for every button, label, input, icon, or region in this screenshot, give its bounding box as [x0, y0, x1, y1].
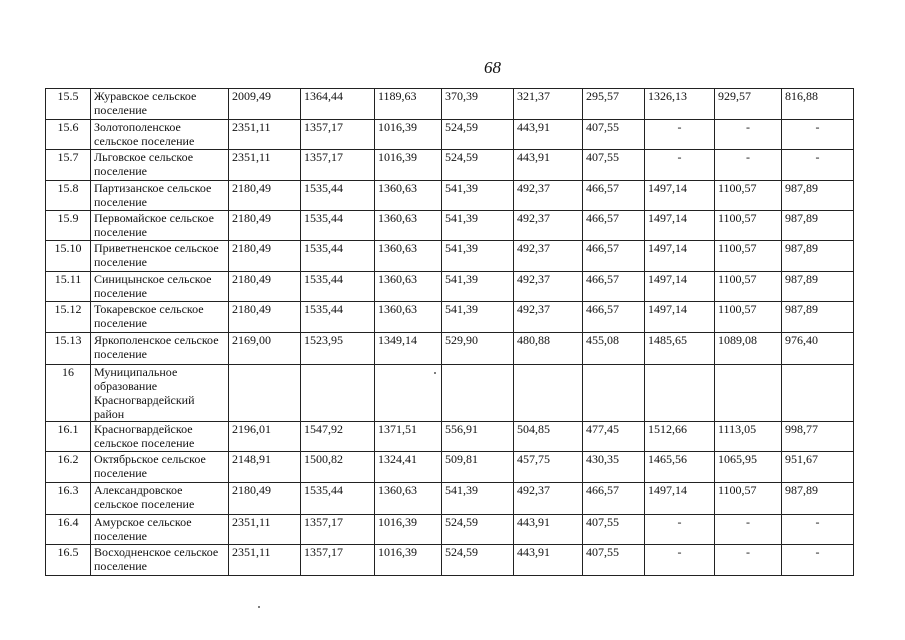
value-cell-4: 541,39 — [442, 483, 514, 514]
tariff-table — [45, 88, 854, 576]
value-cell-4: 509,81 — [442, 452, 514, 483]
row-number: 16.4 — [46, 514, 91, 544]
row-number: 15.9 — [46, 210, 91, 240]
value-cell-2: 1357,17 — [301, 514, 375, 544]
value-cell-2: 1547,92 — [301, 421, 375, 451]
value-cell-9: 987,89 — [782, 210, 854, 240]
value-cell-9: 987,89 — [782, 180, 854, 210]
value-cell-6: 430,35 — [583, 452, 645, 483]
value-cell-2: 1535,44 — [301, 180, 375, 210]
value-cell-6: 407,55 — [583, 544, 645, 575]
value-cell-6: 407,55 — [583, 120, 645, 150]
value-cell-8: 1100,57 — [715, 272, 782, 302]
value-cell-6: 295,57 — [583, 89, 645, 120]
settlement-name: Льговское сельское поселение — [91, 150, 229, 180]
table-row — [46, 483, 854, 514]
value-cell-1: 2351,11 — [229, 544, 301, 575]
value-cell-2 — [301, 364, 375, 421]
value-cell-3: 1189,63 — [375, 89, 442, 120]
value-cell-3: 1360,63 — [375, 180, 442, 210]
value-cell-5: 492,37 — [514, 302, 583, 333]
value-cell-5: 492,37 — [514, 210, 583, 240]
value-cell-2: 1500,82 — [301, 452, 375, 483]
value-cell-5: 492,37 — [514, 272, 583, 302]
value-cell-3: 1324,41 — [375, 452, 442, 483]
value-cell-1: 2351,11 — [229, 120, 301, 150]
value-cell-4: 541,39 — [442, 210, 514, 240]
value-cell-6: 407,55 — [583, 514, 645, 544]
value-cell-3: 1016,39 — [375, 150, 442, 180]
value-cell-8: 1100,57 — [715, 180, 782, 210]
value-cell-7: - — [645, 150, 715, 180]
value-cell-4: 541,39 — [442, 302, 514, 333]
value-cell-5: 480,88 — [514, 333, 583, 364]
value-cell-9: - — [782, 514, 854, 544]
table-row — [46, 514, 854, 544]
settlement-name: Журавское сельское поселение — [91, 89, 229, 120]
table-row — [46, 272, 854, 302]
row-number: 15.5 — [46, 89, 91, 120]
value-cell-6: 466,57 — [583, 240, 645, 271]
value-cell-3: 1016,39 — [375, 120, 442, 150]
table-row — [46, 120, 854, 150]
value-cell-9: 987,89 — [782, 240, 854, 271]
settlement-name: Александровское сельское поселение — [91, 483, 229, 514]
value-cell-5: 321,37 — [514, 89, 583, 120]
value-cell-5: 492,37 — [514, 240, 583, 271]
value-cell-2: 1535,44 — [301, 272, 375, 302]
value-cell-5: 492,37 — [514, 483, 583, 514]
value-cell-8: 1113,05 — [715, 421, 782, 451]
value-cell-7: 1512,66 — [645, 421, 715, 451]
value-cell-9: 998,77 — [782, 421, 854, 451]
value-cell-9: - — [782, 120, 854, 150]
value-cell-4: 524,59 — [442, 514, 514, 544]
table-row — [46, 452, 854, 483]
table-row — [46, 89, 854, 120]
value-cell-6: 466,57 — [583, 302, 645, 333]
value-cell-4: 541,39 — [442, 272, 514, 302]
value-cell-6: 477,45 — [583, 421, 645, 451]
table-row — [46, 240, 854, 271]
settlement-name: Первомайское сельское поселение — [91, 210, 229, 240]
table-row — [46, 333, 854, 364]
settlement-name: Токаревское сельское поселение — [91, 302, 229, 333]
value-cell-8 — [715, 364, 782, 421]
value-cell-8: 1100,57 — [715, 210, 782, 240]
value-cell-6 — [583, 364, 645, 421]
value-cell-9: - — [782, 150, 854, 180]
value-cell-1: 2180,49 — [229, 302, 301, 333]
value-cell-3: 1349,14 — [375, 333, 442, 364]
value-cell-5: 443,91 — [514, 120, 583, 150]
value-cell-3: 1360,63 — [375, 483, 442, 514]
value-cell-3: 1360,63 — [375, 272, 442, 302]
value-cell-9: 816,88 — [782, 89, 854, 120]
value-cell-9: - — [782, 544, 854, 575]
value-cell-1: 2009,49 — [229, 89, 301, 120]
value-cell-4: 524,59 — [442, 120, 514, 150]
row-number: 15.6 — [46, 120, 91, 150]
table-row — [46, 421, 854, 451]
value-cell-8: - — [715, 544, 782, 575]
settlement-name: Октябрьское сельское поселение — [91, 452, 229, 483]
value-cell-6: 466,57 — [583, 272, 645, 302]
table-row — [46, 150, 854, 180]
settlement-name: Амурское сельское поселение — [91, 514, 229, 544]
value-cell-7: 1497,14 — [645, 302, 715, 333]
value-cell-1: 2169,00 — [229, 333, 301, 364]
row-number: 15.12 — [46, 302, 91, 333]
row-number: 16.2 — [46, 452, 91, 483]
value-cell-8: 1100,57 — [715, 240, 782, 271]
value-cell-5: 443,91 — [514, 544, 583, 575]
value-cell-2: 1357,17 — [301, 544, 375, 575]
value-cell-4: 524,59 — [442, 150, 514, 180]
value-cell-6: 455,08 — [583, 333, 645, 364]
value-cell-6: 466,57 — [583, 180, 645, 210]
row-number: 15.10 — [46, 240, 91, 271]
value-cell-3: 1360,63 — [375, 240, 442, 271]
settlement-name: Красногвардейское сельское поселение — [91, 421, 229, 451]
value-cell-9: 987,89 — [782, 272, 854, 302]
settlement-name: Яркополенское сельское поселение — [91, 333, 229, 364]
value-cell-8: 1089,08 — [715, 333, 782, 364]
value-cell-8: 1100,57 — [715, 483, 782, 514]
value-cell-5: 443,91 — [514, 514, 583, 544]
value-cell-8: - — [715, 514, 782, 544]
value-cell-2: 1535,44 — [301, 240, 375, 271]
row-number: 15.7 — [46, 150, 91, 180]
value-cell-9: 987,89 — [782, 302, 854, 333]
value-cell-2: 1357,17 — [301, 120, 375, 150]
value-cell-4: 529,90 — [442, 333, 514, 364]
value-cell-7: 1485,65 — [645, 333, 715, 364]
value-cell-5: 504,85 — [514, 421, 583, 451]
settlement-name: Синицынское сельское поселение — [91, 272, 229, 302]
row-number: 16 — [46, 364, 91, 421]
value-cell-7: - — [645, 120, 715, 150]
settlement-name: Восходненское сельское поселение — [91, 544, 229, 575]
value-cell-2: 1357,17 — [301, 150, 375, 180]
settlement-name: Приветненское сельское поселение — [91, 240, 229, 271]
settlement-name: Партизанское сельское поселение — [91, 180, 229, 210]
scan-speck — [258, 606, 260, 608]
value-cell-6: 466,57 — [583, 210, 645, 240]
value-cell-9: 976,40 — [782, 333, 854, 364]
value-cell-1: 2196,01 — [229, 421, 301, 451]
value-cell-9: 951,67 — [782, 452, 854, 483]
value-cell-7 — [645, 364, 715, 421]
row-number: 15.11 — [46, 272, 91, 302]
value-cell-4: 541,39 — [442, 240, 514, 271]
value-cell-7: 1465,56 — [645, 452, 715, 483]
value-cell-5: 492,37 — [514, 180, 583, 210]
value-cell-1: 2180,49 — [229, 240, 301, 271]
value-cell-5 — [514, 364, 583, 421]
value-cell-4: 541,39 — [442, 180, 514, 210]
value-cell-9 — [782, 364, 854, 421]
value-cell-4: 524,59 — [442, 544, 514, 575]
table-row — [46, 364, 854, 421]
page-number: 68 — [484, 58, 501, 77]
value-cell-2: 1535,44 — [301, 302, 375, 333]
row-number: 16.3 — [46, 483, 91, 514]
table-row — [46, 210, 854, 240]
row-number: 15.13 — [46, 333, 91, 364]
value-cell-8: 1100,57 — [715, 302, 782, 333]
value-cell-5: 457,75 — [514, 452, 583, 483]
value-cell-8: - — [715, 120, 782, 150]
value-cell-6: 466,57 — [583, 483, 645, 514]
value-cell-7: - — [645, 514, 715, 544]
value-cell-3: 1371,51 — [375, 421, 442, 451]
value-cell-4: 556,91 — [442, 421, 514, 451]
value-cell-3: 1360,63 — [375, 302, 442, 333]
table-row — [46, 544, 854, 575]
value-cell-9: 987,89 — [782, 483, 854, 514]
row-number: 16.5 — [46, 544, 91, 575]
value-cell-8: - — [715, 150, 782, 180]
value-cell-3 — [375, 364, 442, 421]
value-cell-3: 1360,63 — [375, 210, 442, 240]
value-cell-8: 929,57 — [715, 89, 782, 120]
value-cell-7: 1497,14 — [645, 180, 715, 210]
value-cell-4: 370,39 — [442, 89, 514, 120]
value-cell-1: 2351,11 — [229, 514, 301, 544]
settlement-name: Золотополенское сельское поселение — [91, 120, 229, 150]
value-cell-2: 1364,44 — [301, 89, 375, 120]
value-cell-4 — [442, 364, 514, 421]
value-cell-5: 443,91 — [514, 150, 583, 180]
row-number: 15.8 — [46, 180, 91, 210]
value-cell-7: 1326,13 — [645, 89, 715, 120]
value-cell-2: 1523,95 — [301, 333, 375, 364]
value-cell-8: 1065,95 — [715, 452, 782, 483]
value-cell-1: 2180,49 — [229, 180, 301, 210]
value-cell-2: 1535,44 — [301, 210, 375, 240]
value-cell-7: 1497,14 — [645, 483, 715, 514]
value-cell-1: 2180,49 — [229, 210, 301, 240]
row-number: 16.1 — [46, 421, 91, 451]
value-cell-3: 1016,39 — [375, 514, 442, 544]
table-row — [46, 302, 854, 333]
value-cell-3: 1016,39 — [375, 544, 442, 575]
value-cell-1: 2180,49 — [229, 483, 301, 514]
value-cell-2: 1535,44 — [301, 483, 375, 514]
value-cell-7: 1497,14 — [645, 240, 715, 271]
value-cell-1: 2148,91 — [229, 452, 301, 483]
value-cell-1: 2351,11 — [229, 150, 301, 180]
value-cell-7: - — [645, 544, 715, 575]
value-cell-1 — [229, 364, 301, 421]
value-cell-1: 2180,49 — [229, 272, 301, 302]
value-cell-7: 1497,14 — [645, 210, 715, 240]
value-cell-6: 407,55 — [583, 150, 645, 180]
table-row — [46, 180, 854, 210]
settlement-name: Муниципальное образование Красногвардейский район — [91, 364, 229, 421]
value-cell-7: 1497,14 — [645, 272, 715, 302]
